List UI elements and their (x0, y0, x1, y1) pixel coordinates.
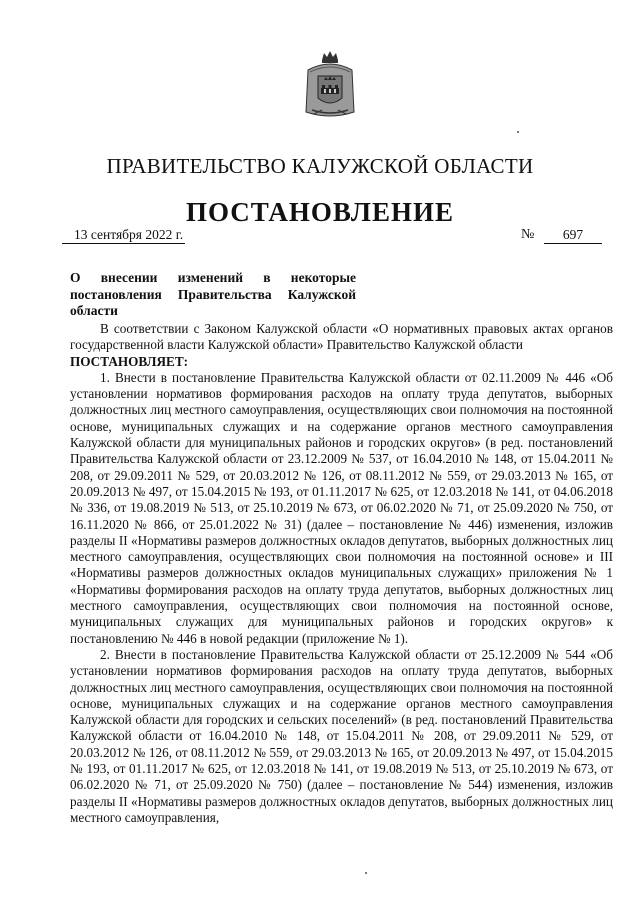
document-number-label: № (521, 227, 535, 242)
document-subject (70, 270, 356, 320)
preamble-paragraph (70, 321, 613, 354)
subject-line-2: постановления Правительства Калужской (70, 286, 356, 302)
subject-line-3: области (70, 303, 118, 318)
document-type-title: ПОСТАНОВЛЕНИЕ (185, 197, 455, 227)
decree-word: ПОСТАНОВЛЯЕТ: (70, 353, 189, 369)
decree-paragraph (70, 354, 613, 370)
scan-speck (365, 872, 367, 874)
scan-speck (517, 131, 519, 133)
preamble-text: В соответствии с Законом Калужской области «О нормативных правовых актах органов государственной власти Калужской области» Правительство Калужской области (70, 321, 613, 353)
item-2-paragraph: 2. Внести в постановление Правительства Калужской области от 25.12.2009 № 544 «Об установлении нормативов формирования расходов на оплату труда депутатов, выборных должностных лиц местного самоуправления, осуществляющих свои полномочия на постоянной основе, муниципальных служащих и на содержание органов местного самоуправления Калужской области для городских и сельских поселений» (в ред. постановлений Правительства Калужской области от 16.04.2010 № 148, от 15.04.2011 № 208, от 29.09.2011 № 529, от 20.03.2012 № 126, от 08.11.2012 № 559, от 29.03.2013 № 165, от 20.09.2013 № 497, от 15.04.2015 № 193, от 01.11.2017 № 625, от 12.03.2018 № 141, от 19.08.2019 № 513, от 25.10.2019 № 673, от 06.02.2020 № 71, от 25.09.2020 № 750) (далее – постановление № 544) изменения, изложив разделы II «Нормативы размеров должностных окладов депутатов, выборных должностных лиц местного самоуправления, (70, 646, 613, 825)
item-1-paragraph: 1. Внести в постановление Правительства Калужской области от 02.11.2009 № 446 «Об установлении нормативов формирования расходов на оплату труда депутатов, выборных должностных лиц местного самоуправления, осуществляющих свои полномочия на постоянной основе, муниципальных служащих и на содержание органов местного самоуправления Калужской области для муниципальных районов и городских округов» (в ред. постановлений Правительства Калужской области от 23.12.2009 № 537, от 16.04.2010 № 148, от 15.04.2011 № 208, от 29.09.2011 № 529, от 20.03.2012 № 126, от 08.11.2012 № 559, от 29.03.2013 № 165, от 20.09.2013 № 497, от 15.04.2015 № 193, от 01.11.2017 № 625, от 12.03.2018 № 141, от 04.06.2018 № 336, от 19.08.2019 № 513, от 25.10.2019 № 673, от 06.02.2020 № 71, от 25.09.2020 № 750, от 16.11.2020 № 866, от 25.01.2022 № 31) (далее – постановление № 446) изменения, изложив разделы II «Нормативы размеров должностных окладов депутатов, выборных должностных лиц местного самоуправления, осуществляющих свои полномочия на постоянной основе» и III «Нормативы размеров должностных окладов муниципальных служащих» приложения № 1 «Нормативы формирования расходов на оплату труда депутатов, выборных должностных лиц местного самоуправления, осуществляющих свои полномочия на постоянной основе, муниципальных служащих для муниципальных районов и городских округов» к постановлению № 446 в новой редакции (приложение № 1). (70, 369, 613, 646)
document-date: 13 сентября 2022 г. (62, 227, 185, 244)
subject-line-1: О внесении изменений в некоторые (70, 270, 356, 285)
coat-of-arms-icon (300, 50, 360, 122)
document-number: 697 (544, 227, 602, 244)
document-body (70, 321, 613, 826)
organization-title: ПРАВИТЕЛЬСТВО КАЛУЖСКОЙ ОБЛАСТИ (106, 154, 534, 178)
